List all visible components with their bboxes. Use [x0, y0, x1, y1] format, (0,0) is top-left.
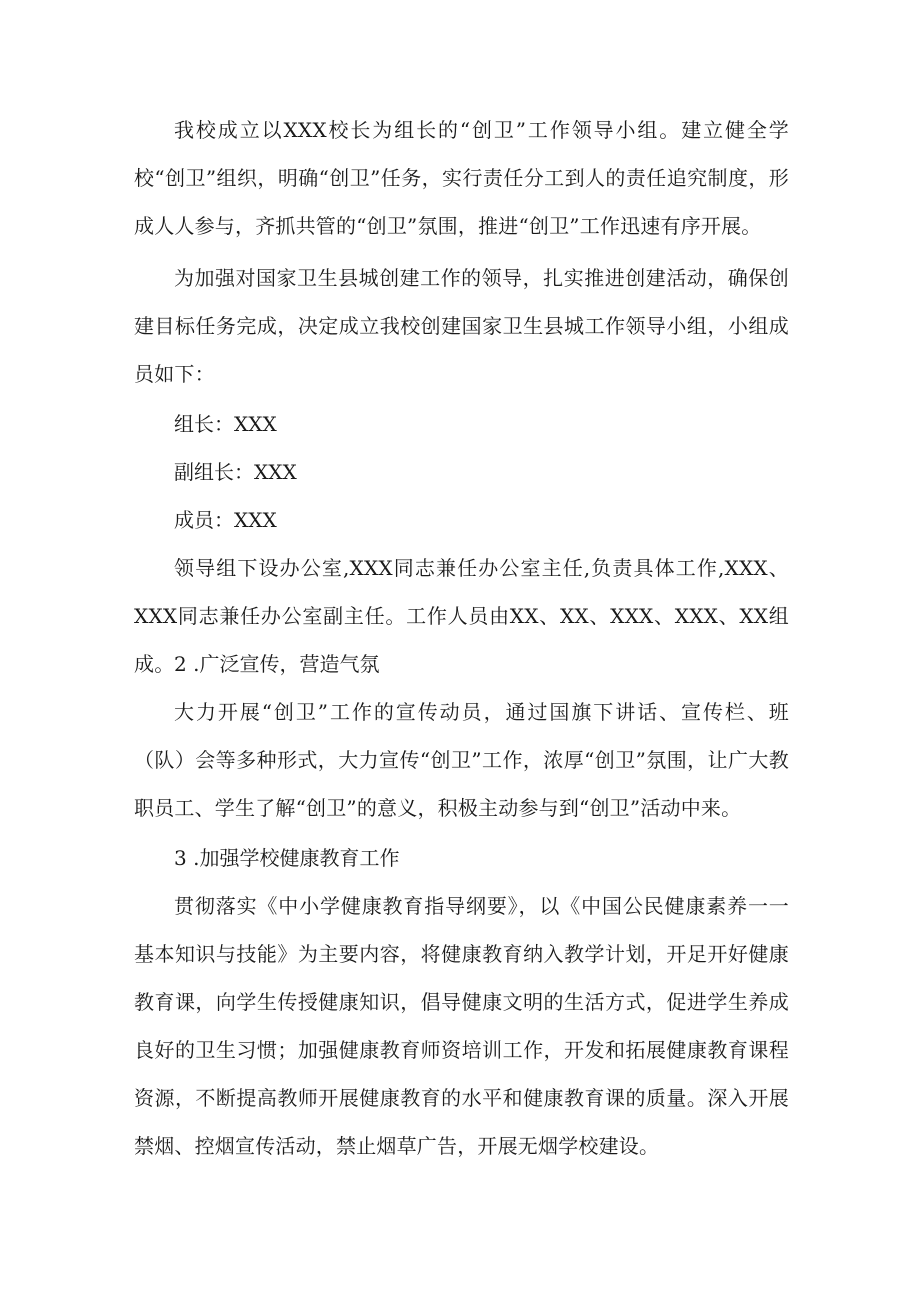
heading-section-2: 2 .广泛宣传，营造气氛	[174, 652, 380, 676]
member-members: 成员：XXX	[174, 508, 277, 532]
member-leader: 组长：XXX	[174, 412, 277, 436]
paragraph-establish-group: 为加强对国家卫生县城创建工作的领导，扎实推进创建活动，确保创建目标任务完成，决定成立我校创建国家卫生县城工作领导小组，小组成员如下：	[134, 266, 789, 386]
paragraph-office: 领导组下设办公室,XXX同志兼任办公室主任,负责具体工作,XXX、XXX同志兼任办公室副主任。工作人员由XX、XX、XXX、XXX、XX组成。	[134, 556, 789, 676]
paragraph-publicity: 大力开展“创卫”工作的宣传动员，通过国旗下讲话、宣传栏、班（队）会等多种形式，大力宣传“创卫”工作，浓厚“创卫”氛围，让广大教职员工、学生了解“创卫”的意义，积极主动参与到“创卫”活动中来。	[134, 700, 789, 820]
heading-section-3: 3 .加强学校健康教育工作	[174, 846, 400, 870]
member-deputy-leader: 副组长：XXX	[174, 460, 297, 484]
paragraph-health-education: 贯彻落实《中小学健康教育指导纲要》，以《中国公民健康素养一一基本知识与技能》为主要内容，将健康教育纳入教学计划，开足开好健康教育课，向学生传授健康知识，倡导健康文明的生活方式，促进学生养成良好的卫生习惯；加强健康教育师资培训工作，开发和拓展健康教育课程资源，不断提高教师开展健康教育的水平和健康教育课的质量。深入开展禁烟、控烟宣传活动，禁止烟草广告，开展无烟学校建设。	[134, 894, 789, 1158]
paragraph-leadership-group: 我校成立以XXX校长为组长的“创卫”工作领导小组。建立健全学校“创卫”组织，明确“创卫”任务，实行责任分工到人的责任追究制度，形成人人参与，齐抓共管的“创卫”氛围，推进“创卫”工作迅速有序开展。	[134, 118, 789, 238]
